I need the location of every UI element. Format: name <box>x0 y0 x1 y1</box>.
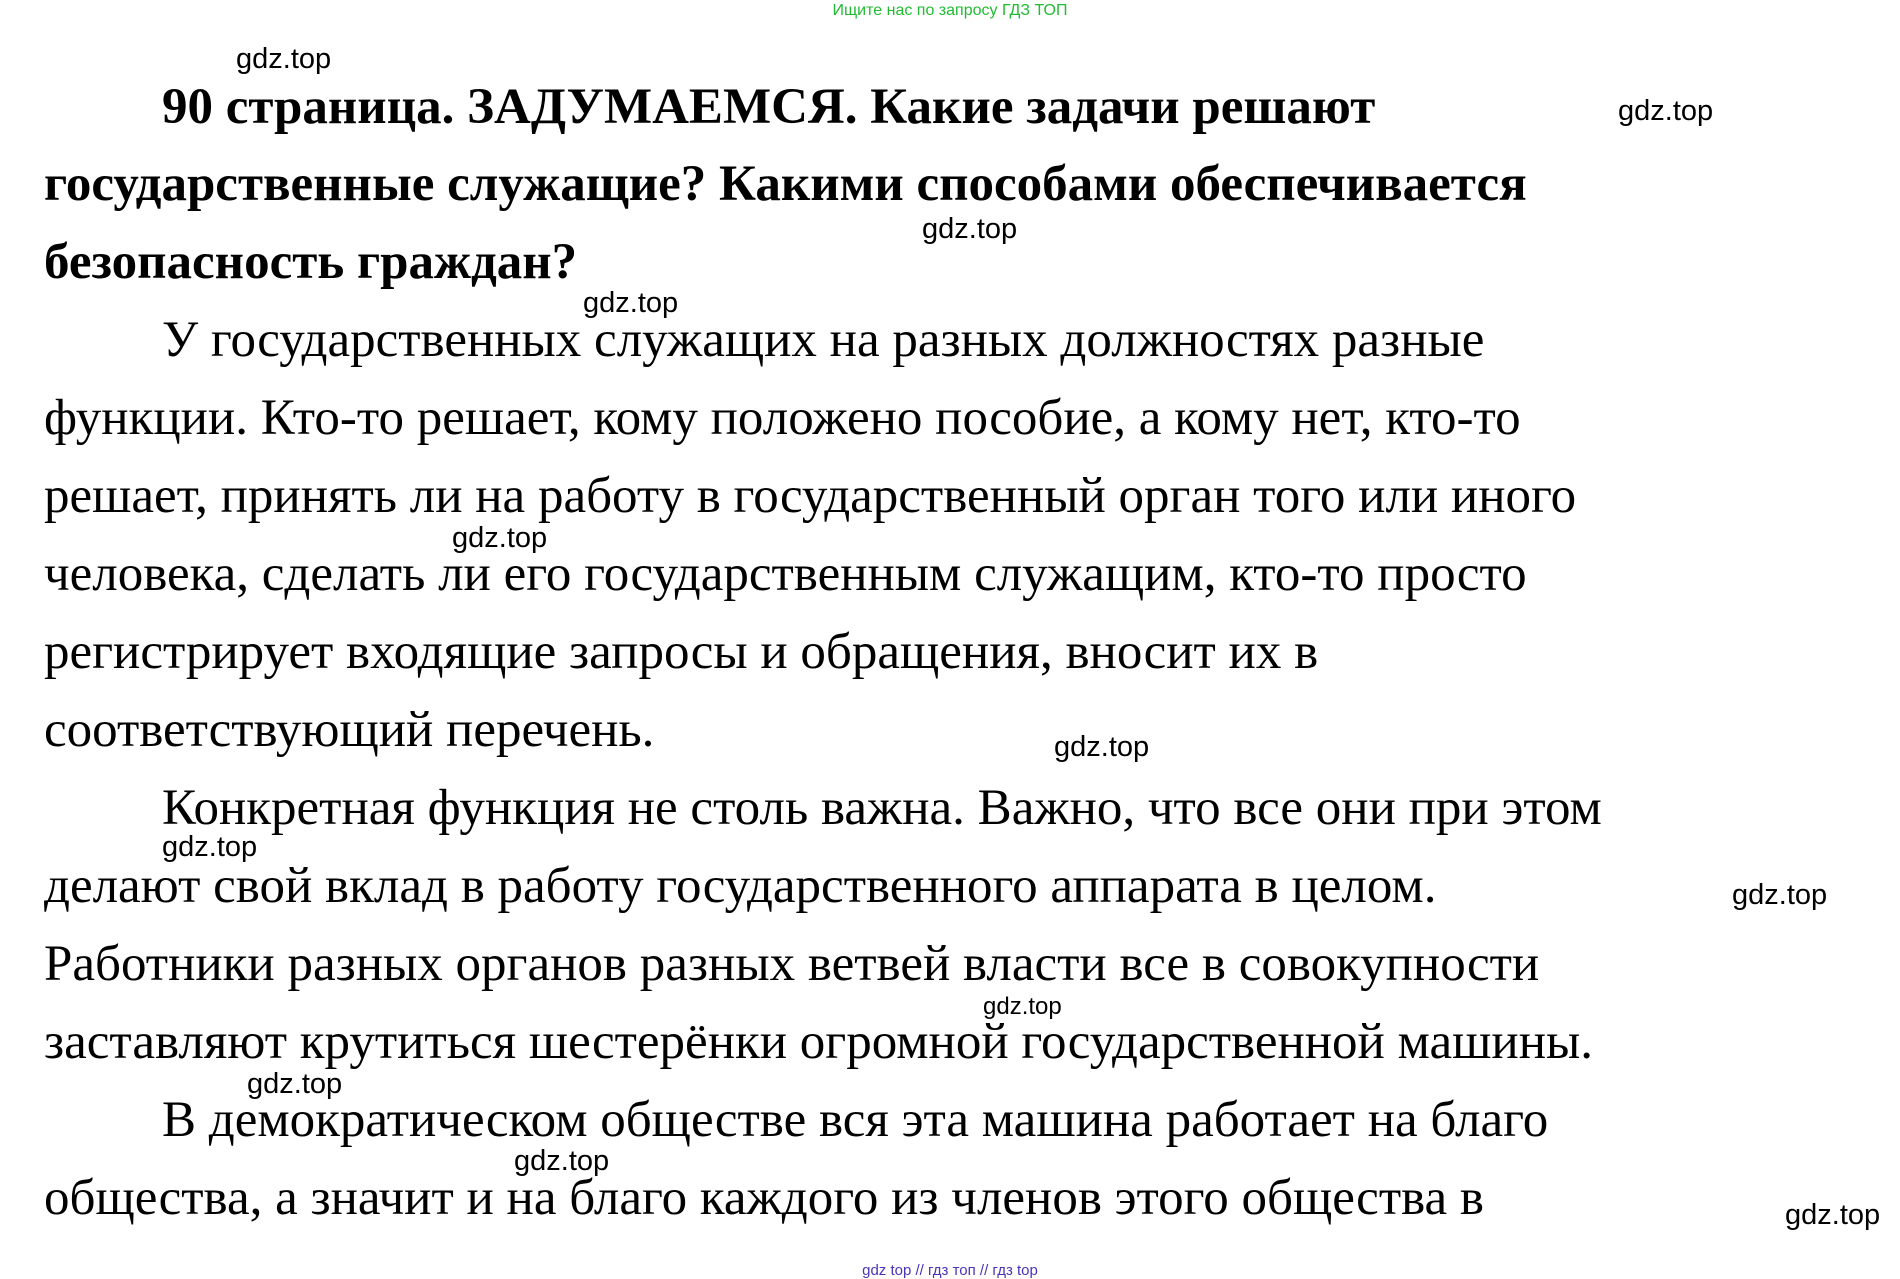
watermark: gdz.top <box>1054 731 1150 763</box>
answer-line: В демократическом обществе вся эта машина работает на благо <box>162 1092 1549 1148</box>
answer-line: общества, а значит и на благо каждого из членов этого общества в <box>44 1170 1484 1226</box>
watermark: gdz.top <box>452 522 548 554</box>
watermark: gdz.top <box>1732 879 1828 911</box>
answer-line: У государственных служащих на разных должностях разные <box>162 312 1485 368</box>
footer-note[interactable]: gdz top // гдз топ // гдз top <box>862 1262 1038 1279</box>
answer-line: регистрирует входящие запросы и обращения, вносит их в <box>44 624 1319 680</box>
question-line: безопасность граждан? <box>44 234 578 290</box>
watermark: gdz.top <box>922 213 1018 245</box>
answer-line: функции. Кто-то решает, кому положено пособие, а кому нет, кто-то <box>44 390 1521 446</box>
question-line: 90 страница. ЗАДУМАЕМСЯ. Какие задачи решают <box>162 79 1376 135</box>
watermark: gdz.top <box>1785 1199 1881 1231</box>
answer-line: Конкретная функция не столь важна. Важно, что все они при этом <box>162 780 1602 836</box>
watermark: gdz.top <box>1618 95 1714 127</box>
answer-line: заставляют крутиться шестерёнки огромной государственной машины. <box>44 1014 1594 1070</box>
answer-line: соответствующий перечень. <box>44 702 655 758</box>
header-note[interactable]: Ищите нас по запросу ГДЗ ТОП <box>832 2 1068 19</box>
answer-line: человека, сделать ли его государственным служащим, кто-то просто <box>44 546 1527 602</box>
watermark: gdz.top <box>983 993 1062 1020</box>
watermark: gdz.top <box>162 831 258 863</box>
watermark: gdz.top <box>583 287 679 319</box>
watermark: gdz.top <box>247 1068 343 1100</box>
answer-line: решает, принять ли на работу в государственный орган того или иного <box>44 468 1577 524</box>
answer-line: делают свой вклад в работу государственного аппарата в целом. <box>44 858 1437 914</box>
answer-line: Работники разных органов разных ветвей власти все в совокупности <box>44 936 1540 992</box>
watermark: gdz.top <box>514 1145 610 1177</box>
question-line: государственные служащие? Какими способами обеспечивается <box>44 156 1527 212</box>
watermark: gdz.top <box>236 43 332 75</box>
